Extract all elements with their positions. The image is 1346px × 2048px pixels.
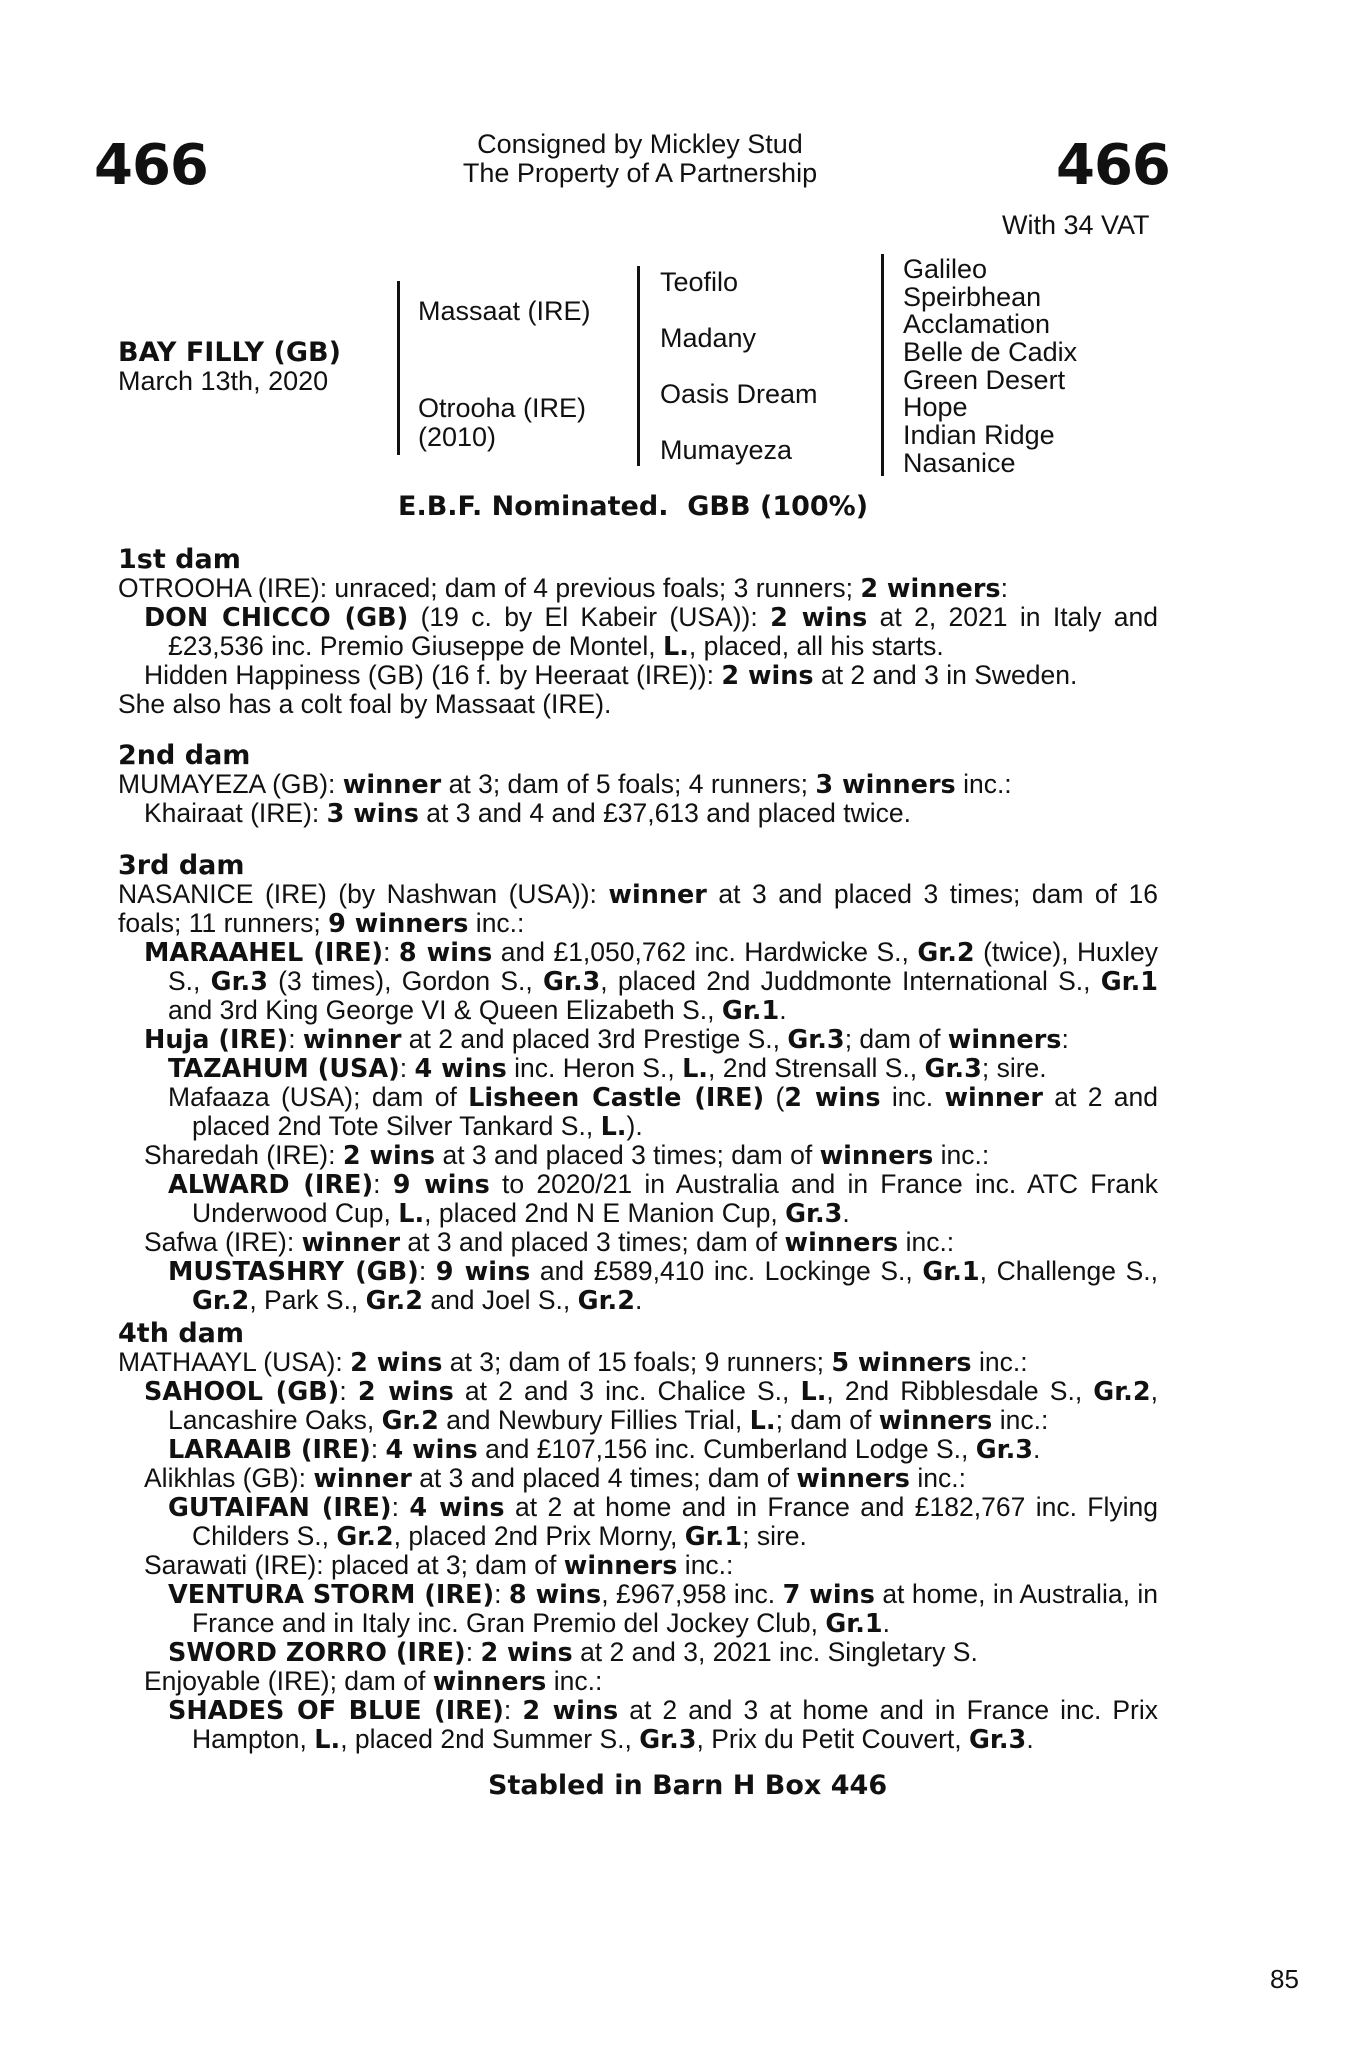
pedigree-gen2: Teofilo — [660, 267, 739, 297]
stabling-info: Stabled in Barn H Box 446 — [488, 1770, 888, 1801]
gbb-percentage: GBB (100%) — [687, 491, 869, 522]
pedigree-bracket — [397, 281, 400, 455]
progeny-entry: SHADES OF BLUE (IRE): 2 wins at 2 and 3 at home and in France inc. Prix Hampton, L., placed 2nd Summer S., Gr.3, Prix du Petit Couvert, Gr.3. — [168, 1695, 1158, 1755]
dam-summary: MATHAAYL (USA): 2 wins at 3; dam of 15 foals; 9 runners; 5 winners inc.: — [118, 1347, 1028, 1378]
progeny-entry: VENTURA STORM (IRE): 8 wins, £967,958 inc. 7 wins at home, in Australia, in France and in Italy inc. Gran Premio del Jockey Club, Gr.1. — [168, 1579, 1158, 1639]
consignor-line: Consigned by Mickley Stud — [477, 129, 803, 159]
second-dam-section — [118, 742, 1158, 828]
progeny-entry: Alikhlas (GB): winner at 3 and placed 4 times; dam of winners inc.: — [144, 1463, 966, 1494]
section-title: 4th dam — [118, 1318, 244, 1349]
foal-note: She also has a colt foal by Massaat (IRE). — [118, 689, 612, 719]
pedigree-gen3: Acclamation — [903, 309, 1051, 339]
pedigree-gen2: Madany — [660, 323, 757, 353]
progeny-entry: GUTAIFAN (IRE): 4 wins at 2 at home and in France and £182,767 inc. Flying Childers S., Gr.2, placed 2nd Prix Morny, Gr.1; sire. — [168, 1492, 1158, 1552]
section-title: 1st dam — [118, 544, 241, 575]
progeny-entry: SAHOOL (GB): 2 wins at 2 and 3 inc. Chalice S., L., 2nd Ribblesdale S., Gr.2, Lancashire Oaks, Gr.2 and Newbury Fillies Trial, L.; dam of winners inc.: — [144, 1376, 1158, 1436]
progeny-entry: Sharedah (IRE): 2 wins at 3 and placed 3 times; dam of winners inc.: — [144, 1140, 990, 1171]
fourth-dam-section — [118, 1320, 1158, 1754]
dam-summary: OTROOHA (IRE): unraced; dam of 4 previous foals; 3 runners; 2 winners: — [118, 573, 1008, 604]
pedigree-gen2: Mumayeza — [660, 435, 793, 465]
progeny-entry: TAZAHUM (USA): 4 wins inc. Heron S., L., 2nd Strensall S., Gr.3; sire. — [168, 1053, 1047, 1084]
dam-year: (2010) — [418, 422, 497, 452]
progeny-entry: DON CHICCO (GB) (19 c. by El Kabeir (USA)): 2 wins at 2, 2021 in Italy and £23,536 inc. Premio Giuseppe de Montel, L., placed, all his starts. — [144, 602, 1158, 662]
pedigree-gen3: Hope — [903, 392, 968, 422]
nomination-line — [398, 491, 868, 522]
pedigree-gen3: Belle de Cadix — [903, 337, 1078, 367]
progeny-entry: Enjoyable (IRE); dam of winners inc.: — [144, 1666, 603, 1697]
lot-number-left: 466 — [94, 133, 208, 198]
progeny-entry: ALWARD (IRE): 9 wins to 2020/21 in Australia and in France inc. ATC Frank Underwood Cup, L., placed 2nd N E Manion Cup, Gr.3. — [168, 1169, 1158, 1229]
progeny-entry: LARAAIB (IRE): 4 wins and £107,156 inc. Cumberland Lodge S., Gr.3. — [168, 1434, 1041, 1465]
lot-number-right: 466 — [1056, 133, 1170, 198]
progeny-entry: Khairaat (IRE): 3 wins at 3 and 4 and £37,613 and placed twice. — [144, 798, 911, 829]
consignor-header — [420, 130, 860, 188]
pedigree-bracket — [637, 266, 640, 466]
dam-summary: MUMAYEZA (GB): winner at 3; dam of 5 foals; 4 runners; 3 winners inc.: — [118, 769, 1012, 800]
section-title: 2nd dam — [118, 740, 251, 771]
progeny-entry: MARAAHEL (IRE): 8 wins and £1,050,762 inc. Hardwicke S., Gr.2 (twice), Huxley S., Gr.3 (3 times), Gordon S., Gr.3, placed 2nd Juddmonte International S., Gr.1 and 3rd King George VI & Queen Elizabeth S., Gr.1. — [144, 937, 1159, 1026]
sire-name: Massaat (IRE) — [418, 296, 591, 326]
progeny-entry: Sarawati (IRE): placed at 3; dam of winners inc.: — [144, 1550, 734, 1581]
foaling-date: March 13th, 2020 — [118, 366, 329, 396]
pedigree-gen3: Green Desert — [903, 365, 1066, 395]
ebf-nominated: E.B.F. Nominated. — [398, 491, 669, 522]
section-title: 3rd dam — [118, 850, 245, 881]
progeny-entry: Mafaaza (USA); dam of Lisheen Castle (IRE) (2 wins inc. winner at 2 and placed 2nd Tote Silver Tankard S., L.). — [168, 1082, 1158, 1142]
progeny-entry: Huja (IRE): winner at 2 and placed 3rd Prestige S., Gr.3; dam of winners: — [144, 1024, 1069, 1055]
third-dam-section — [118, 852, 1158, 1315]
pedigree-bracket — [881, 254, 884, 476]
pedigree-gen3: Nasanice — [903, 448, 1016, 478]
horse-name: BAY FILLY (GB) — [118, 337, 341, 368]
first-dam-section — [118, 546, 1158, 718]
pedigree-gen3: Speirbhean — [903, 282, 1042, 312]
pedigree-gen2: Oasis Dream — [660, 379, 818, 409]
vat-note: With 34 VAT — [1002, 210, 1150, 240]
progeny-entry: SWORD ZORRO (IRE): 2 wins at 2 and 3, 2021 inc. Singletary S. — [168, 1637, 978, 1668]
progeny-entry: Hidden Happiness (GB) (16 f. by Heeraat (IRE)): 2 wins at 2 and 3 in Sweden. — [144, 660, 1078, 691]
page-number: 85 — [1270, 1964, 1299, 1994]
progeny-entry: Safwa (IRE): winner at 3 and placed 3 times; dam of winners inc.: — [144, 1227, 955, 1258]
property-line: The Property of A Partnership — [462, 158, 818, 188]
pedigree-gen3: Indian Ridge — [903, 420, 1055, 450]
dam-summary: NASANICE (IRE) (by Nashwan (USA)): winner at 3 and placed 3 times; dam of 16 foals; 11 runners; 9 winners inc.: — [118, 879, 1158, 939]
pedigree-gen3: Galileo — [903, 254, 988, 284]
progeny-entry: MUSTASHRY (GB): 9 wins and £589,410 inc. Lockinge S., Gr.1, Challenge S., Gr.2, Park S., Gr.2 and Joel S., Gr.2. — [168, 1256, 1158, 1316]
dam-name: Otrooha (IRE) — [418, 393, 587, 423]
